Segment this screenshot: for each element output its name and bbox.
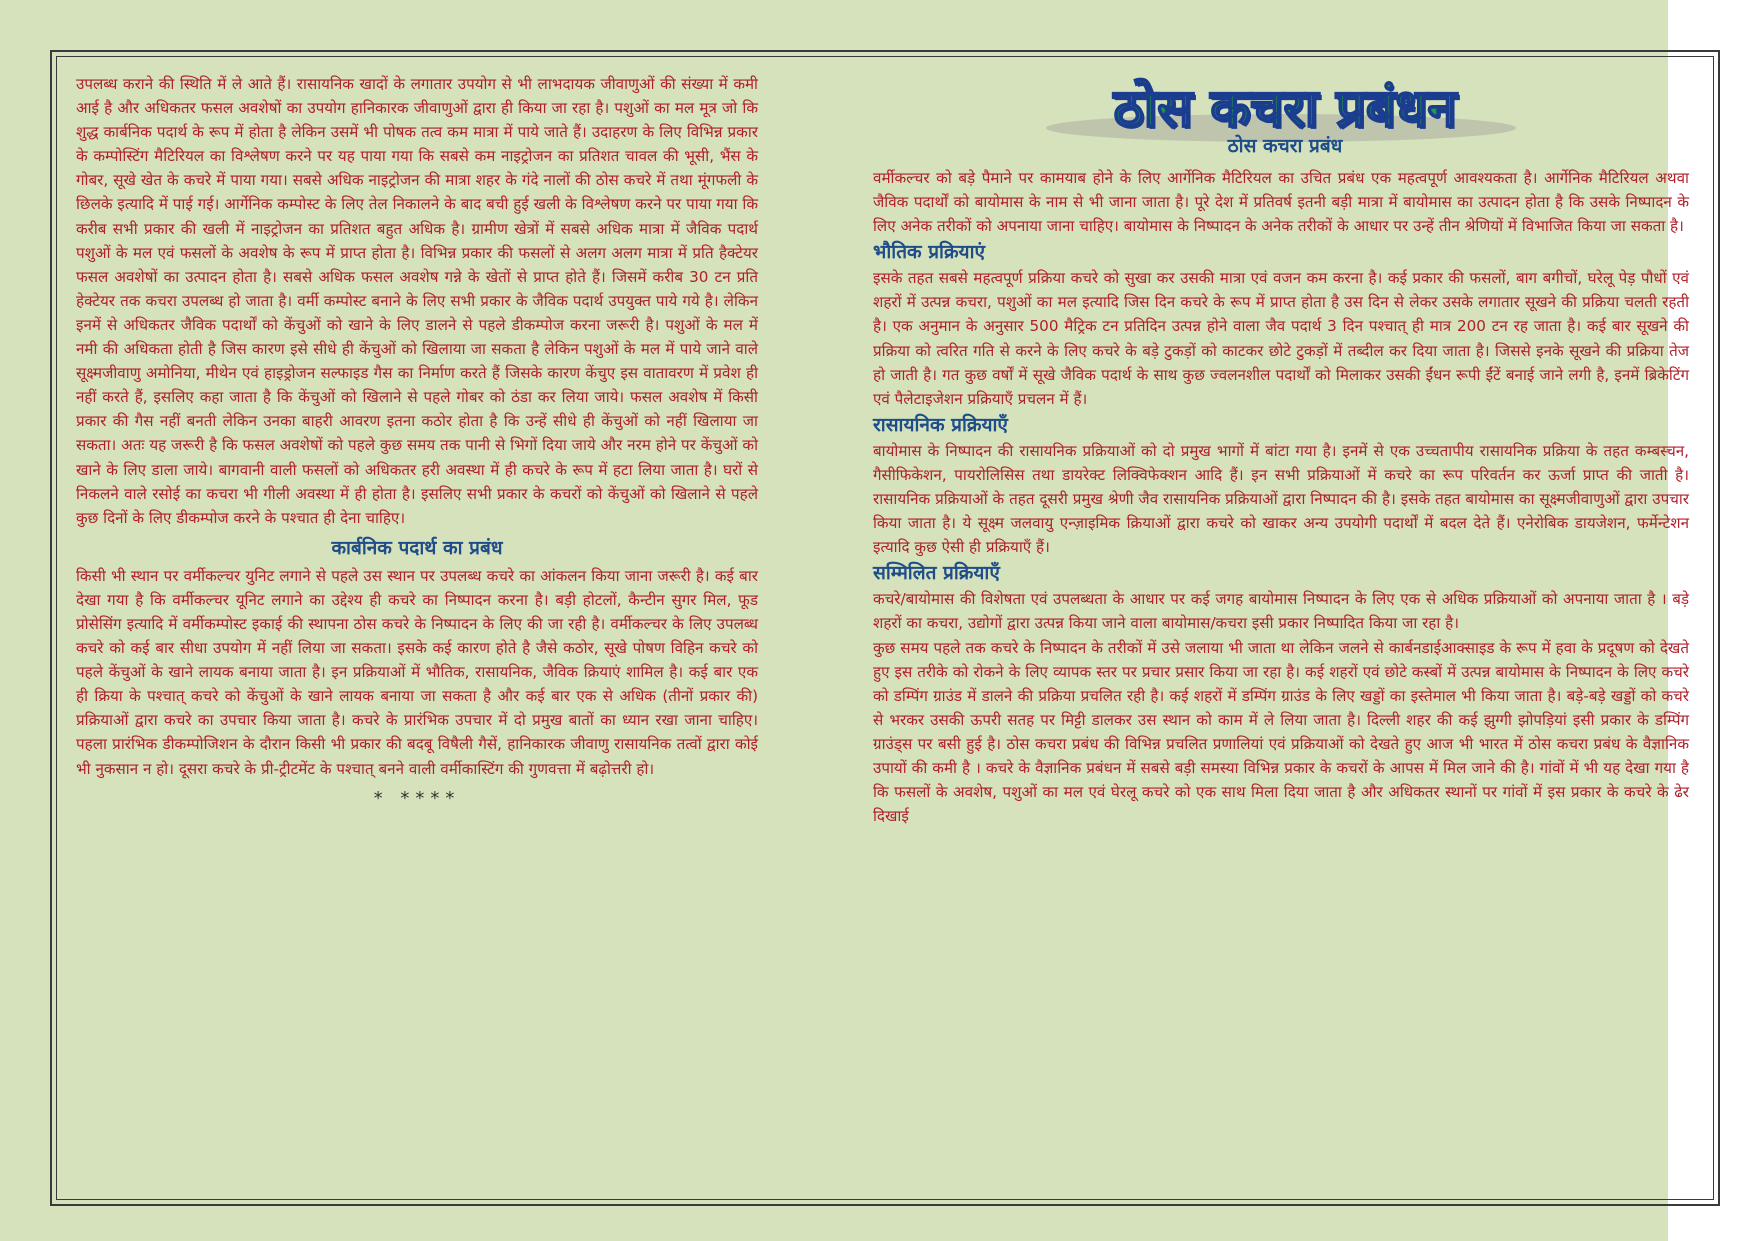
section-heading-chemical: रासायनिक प्रक्रियाएँ [873,413,1008,436]
section-heading-combined: सम्मिलित प्रक्रियाएँ [873,562,1000,585]
page-title: ठोस कचरा प्रबंधन [1113,79,1457,139]
section-heading-organic-matter: कार्बनिक पदार्थ का प्रबंध [331,536,503,559]
left-column [76,72,758,811]
chemical-paragraph: बायोमास के निष्पादन की रासायनिक प्रक्रियाओं को दो प्रमुख भागों में बांटा गया है। इनमें से एक उच्चतापीय रासायनिक प्रक्रिया के तहत कम्बस्चन, गैसीफिकेशन, पायरोलिसिस तथा डायरेक्ट लिक्विफेक्शन आदि हैं। इन सभी प्रक्रियाओं में कचरे का रूप परिवर्तन कर ऊर्जा प्राप्त की जाती है। रासायनिक प्रक्रियाओं के तहत दूसरी प्रमुख श्रेणी जैव रासायनिक प्रक्रियाओं द्वारा निष्पादन की है। इसके तहत बायोमास का सूक्ष्मजीवाणुओं द्वारा उपचार किया जाता है। ये सूक्ष्म जलवायु एन्ज़ाइमिक क्रियाओं द्वारा कचरे को खाकर अन्य उपयोगी पदार्थों में बदल देते हैं। एनेरोबिक डायजेशन, फर्मेन्टेशन इत्यादि कुछ ऐसी ही प्रक्रियाएँ हैं। [873,441,1689,557]
combined-paragraph-1: कचरे/बायोमास की विशेषता एवं उपलब्धता के आधार पर कई जगह बायोमास निष्पादन के लिए एक से अधिक प्रक्रियाओं को अपनाया जाता है । बड़े शहरों का कचरा, उद्योगों द्वारा उत्पन्न किया जाने वाला बायोमास/कचरा इसी प्रकार निष्पादित किया जा रहा है। [873,590,1689,633]
combined-paragraph-2: कुछ समय पहले तक कचरे के निष्पादन के तरीकों में उसे जलाया भी जाता था लेकिन जलने से कार्बनडाईआक्साइड के रूप में हवा के प्रदूषण को देखते हुए इस तरीके को रोकने के लिए व्यापक स्तर पर प्रचार प्रसार किया जा रहा है। कई शहरों एवं छोटे कस्बों में उत्पन्न बायोमास के निष्पादन के लिए कचरे को डम्पिंग ग्राउंड में डालने की प्रक्रिया प्रचलित रही है। कई शहरों में डम्पिंग ग्राउंड के लिए खड्डों का इस्तेमाल भी किया जाता है। बड़े-बड़े खड्डों को कचरे से भरकर उसकी ऊपरी सतह पर मिट्टी डालकर उस स्थान को काम में ले लिया जाता है। दिल्ली शहर की कई झुग्गी झोपड़ियां इसी प्रकार के डम्पिंग ग्राउंड्स पर बसी हुई है। ठोस कचरा प्रबंध की विभिन्न प्रचलित प्रणालियां एवं प्रक्रियाओं को देखते हुए आज भी भारत में ठोस कचरा प्रबंध के वैज्ञानिक उपायों की कमी है । कचरे के वैज्ञानिक प्रबंधन में सबसे बड़ी समस्या विभिन्न प्रकार के कचरों के आपस में मिल जाने की है। गांवों में भी यह देखा गया है कि फसलों के अवशेष, पशुओं का मल एवं घेरलू कचरे को एक साथ मिला दिया जाता है और अधिकतर स्थानों पर गांवों में इस प्रकार के कचरे के ढेर दिखाई [873,638,1689,826]
left-paragraph-1: उपलब्ध कराने की स्थिति में ले आते हैं। रासायनिक खादों के लगातार उपयोग से भी लाभदायक जीवाणुओं की संख्या में कमी आई है और अधिकतर फसल अवशेषों का उपयोग हानिकारक जीवाणुओं द्वारा ही किया जा रहा है। पशुओं का मल मूत्र जो कि शुद्ध कार्बनिक पदार्थ के रूप में होता है लेकिन उसमें भी पोषक तत्व कम मात्रा में पाये जाते हैं। उदाहरण के लिए विभिन्न प्रकार के कम्पोस्टिंग मैटिरियल का विश्लेषण करने पर यह पाया गया कि सबसे कम नाइट्रोजन का प्रतिशत चावल की भूसी, भैंस के गोबर, सूखे खेत के कचरे में पाया गया। सबसे अधिक नाइट्रोजन की मात्रा शहर के गंदे नालों की ठोस कचरे में तथा मूंगफली के छिलके इत्यादि में पाई गई। आर्गेनिक कम्पोस्ट के लिए तेल निकालने के बाद बची हुई खली के विश्लेषण करने पर पाया गया कि करीब सभी प्रकार की खली में नाइट्रोजन का प्रतिशत बहुत अधिक है। ग्रामीण खेत्रों में सबसे अधिक मात्रा में जैविक पदार्थ पशुओं के मल एवं फसलों के अवशेष के रूप में प्राप्त होता है। विभिन्न प्रकार की फसलों से अलग अलग मात्रा में प्रति हैक्टेयर फसल अवशेषों का उत्पादन होता है। सबसे अधिक फसल अवशेष गन्ने के खेतों से प्राप्त होते हैं। जिसमें करीब 30 टन प्रति हेक्टेयर तक कचरा उपलब्ध हो जाता है। वर्मी कम्पोस्ट बनाने के लिए सभी प्रकार के जैविक पदार्थ उपयुक्त पाये गये है। लेकिन इनमें से अधिकतर जैविक पदार्थों को केंचुओं को खाने के लिए डालने से पहले डीकम्पोज करना जरूरी है। पशुओं के मल में नमी की अधिकता होती है जिस कारण इसे सीधे ही केंचुओं को खिलाया जा सकता है लेकिन पशुओं के मल में पाये जाने वाले सूक्ष्मजीवाणु अमोनिया, मीथेन एवं हाइड्रोजन सल्फाइड गैस का निर्माण करते हैं जिसके कारण केंचुए इस वातावरण में प्रवेश ही नहीं करते हैं, इसलिए कहा जाता है कि केंचुओं को खिलाने से पहले गोबर को ठंडा कर लिया जाये। फसल अवशेष में किसी प्रकार की गैस नहीं बनती लेकिन उनका बाहरी आवरण इतना कठोर होता है कि उन्हें सीधे ही केंचुओं को नहीं खिलाया जा सकता। अतः यह जरूरी है कि फसल अवशेषों को पहले कुछ समय तक पानी से भिगों दिया जाये और नरम होने पर केंचुओं को खाने के लिए डाला जाये। बागवानी वाली फसलों को अधिकतर हरी अवस्था में ही कचरे के रूप में हटा लिया जाता है। घरों से निकलने वाले रसोई का कचरा भी गीली अवस्था में ही होता है। इसलिए सभी प्रकार के कचरों को केंचुओं को खिलाने से पहले कुछ दिनों के लिए डीकम्पोज करने के पश्चात ही देना चाहिए। [76,75,758,527]
left-paragraph-2: किसी भी स्थान पर वर्मीकल्चर युनिट लगाने से पहले उस स्थान पर उपलब्ध कचरे का आंकलन किया जाना जरूरी है। कई बार देखा गया है कि वर्मीकल्चर यूनिट लगाने का उद्देश्य ही कचरे का निष्पादन करना है। बड़ी होटलों, कैन्टीन सुगर मिल, फूड प्रोसेसिंग इत्यादि में वर्मीकम्पोस्ट इकाई की स्थापना ठोस कचरे के निष्पादन के लिए की जा रही है। वर्मीकल्चर के लिए उपलब्ध कचरे को कई बार सीधा उपयोग में नहीं लिया जा सकता। इसके कई कारण होते है जैसे कठोर, सूखे पोषण विहिन कचरे को पहले केंचुओं के खाने लायक बनाया जाता है। इन प्रक्रियाओं में भौतिक, रासायनिक, जैविक क्रियाएं शामिल है। कई बार एक ही क्रिया के पश्चात् कचरे को केंचुओं के खाने लायक बनाया जा सकता है और कई बार एक से अधिक (तीनों प्रकार की) प्रक्रियाओं द्वारा कचरे का उपचार किया जाता है। कचरे के प्रारंभिक उपचार में दो प्रमुख बातों का ध्यान रखा जाना चाहिए। पहला प्रारंभिक डीकम्पोजिशन के दौरान किसी भी प्रकार की बदबू विषैली गैसें, हानिकारक जीवाणु रासायनिक तत्वों द्वारा कोई भी नुकसान न हो। दूसरा कचरे के प्री-ट्रीटमेंट के पश्चात् बनने वाली वर्मीकास्टिंग की गुणवत्ता में बढ़ोत्तरी हो। [76,566,758,778]
section-heading-physical: भौतिक प्रक्रियाएं [873,241,986,264]
physical-paragraph: इसके तहत सबसे महत्वपूर्ण प्रक्रिया कचरे को सुखा कर उसकी मात्रा एवं वजन कम करना है। कई प्रकार की फसलों, बाग बगीचों, घरेलू पेड़ पौधों एवं शहरों में उत्पन्न कचरा, पशुओं का मल इत्यादि जिस दिन कचरे के रूप में प्राप्त होता है उस दिन से लेकर उसके लगातार सूखने की प्रक्रिया चलती रहती है। एक अनुमान के अनुसार 500 मैट्रिक टन प्रतिदिन उत्पन्न होने वाला जैव पदार्थ 3 दिन पश्चात् ही मात्र 200 टन रह जाता है। कई बार सूखने की प्रक्रिया को त्वरित गति से करने के लिए कचरे के बड़े टुकड़ों को काटकर छोटे टुकड़ों में तब्दील कर दिया जाता है। जिससे इनके सूखने की प्रक्रिया तेज हो जाती है। गत कुछ वर्षों में सूखे जैविक पदार्थ के साथ कुछ ज्वलनशील पदार्थों को मिलाकर उसकी ईंधन रूपी ईंटें बनाई जाने लगी है, इनमें ब्रिकेटिंग एवं पैलेटाइजेशन प्रक्रियाएँ प्रचलन में हैं। [873,269,1689,408]
page-subtitle: ठोस कचरा प्रबंध [1227,135,1343,157]
intro-paragraph: वर्मीकल्चर को बड़े पैमाने पर कामयाब होने के लिए आर्गेनिक मैटिरियल का उचित प्रबंध एक महत्वपूर्ण आवश्यकता है। आर्गेनिक मैटिरियल अथवा जैविक पदार्थों को बायोमास के नाम से भी जाना जाता है। पूरे देश में प्रतिवर्ष इतनी बड़ी मात्रा में बायोमास का उत्पादन होता है कि उसके निष्पादन के लिए अनेक तरीकों को अपनाया जाना चाहिए। बायोमास के निष्पादन के अनेक तरीकों के आधार पर उन्हें तीन श्रेणियों में विभाजित किया जा सकता है। [873,169,1689,236]
right-column [873,166,1689,828]
section-end-stars: * **** [373,787,461,809]
